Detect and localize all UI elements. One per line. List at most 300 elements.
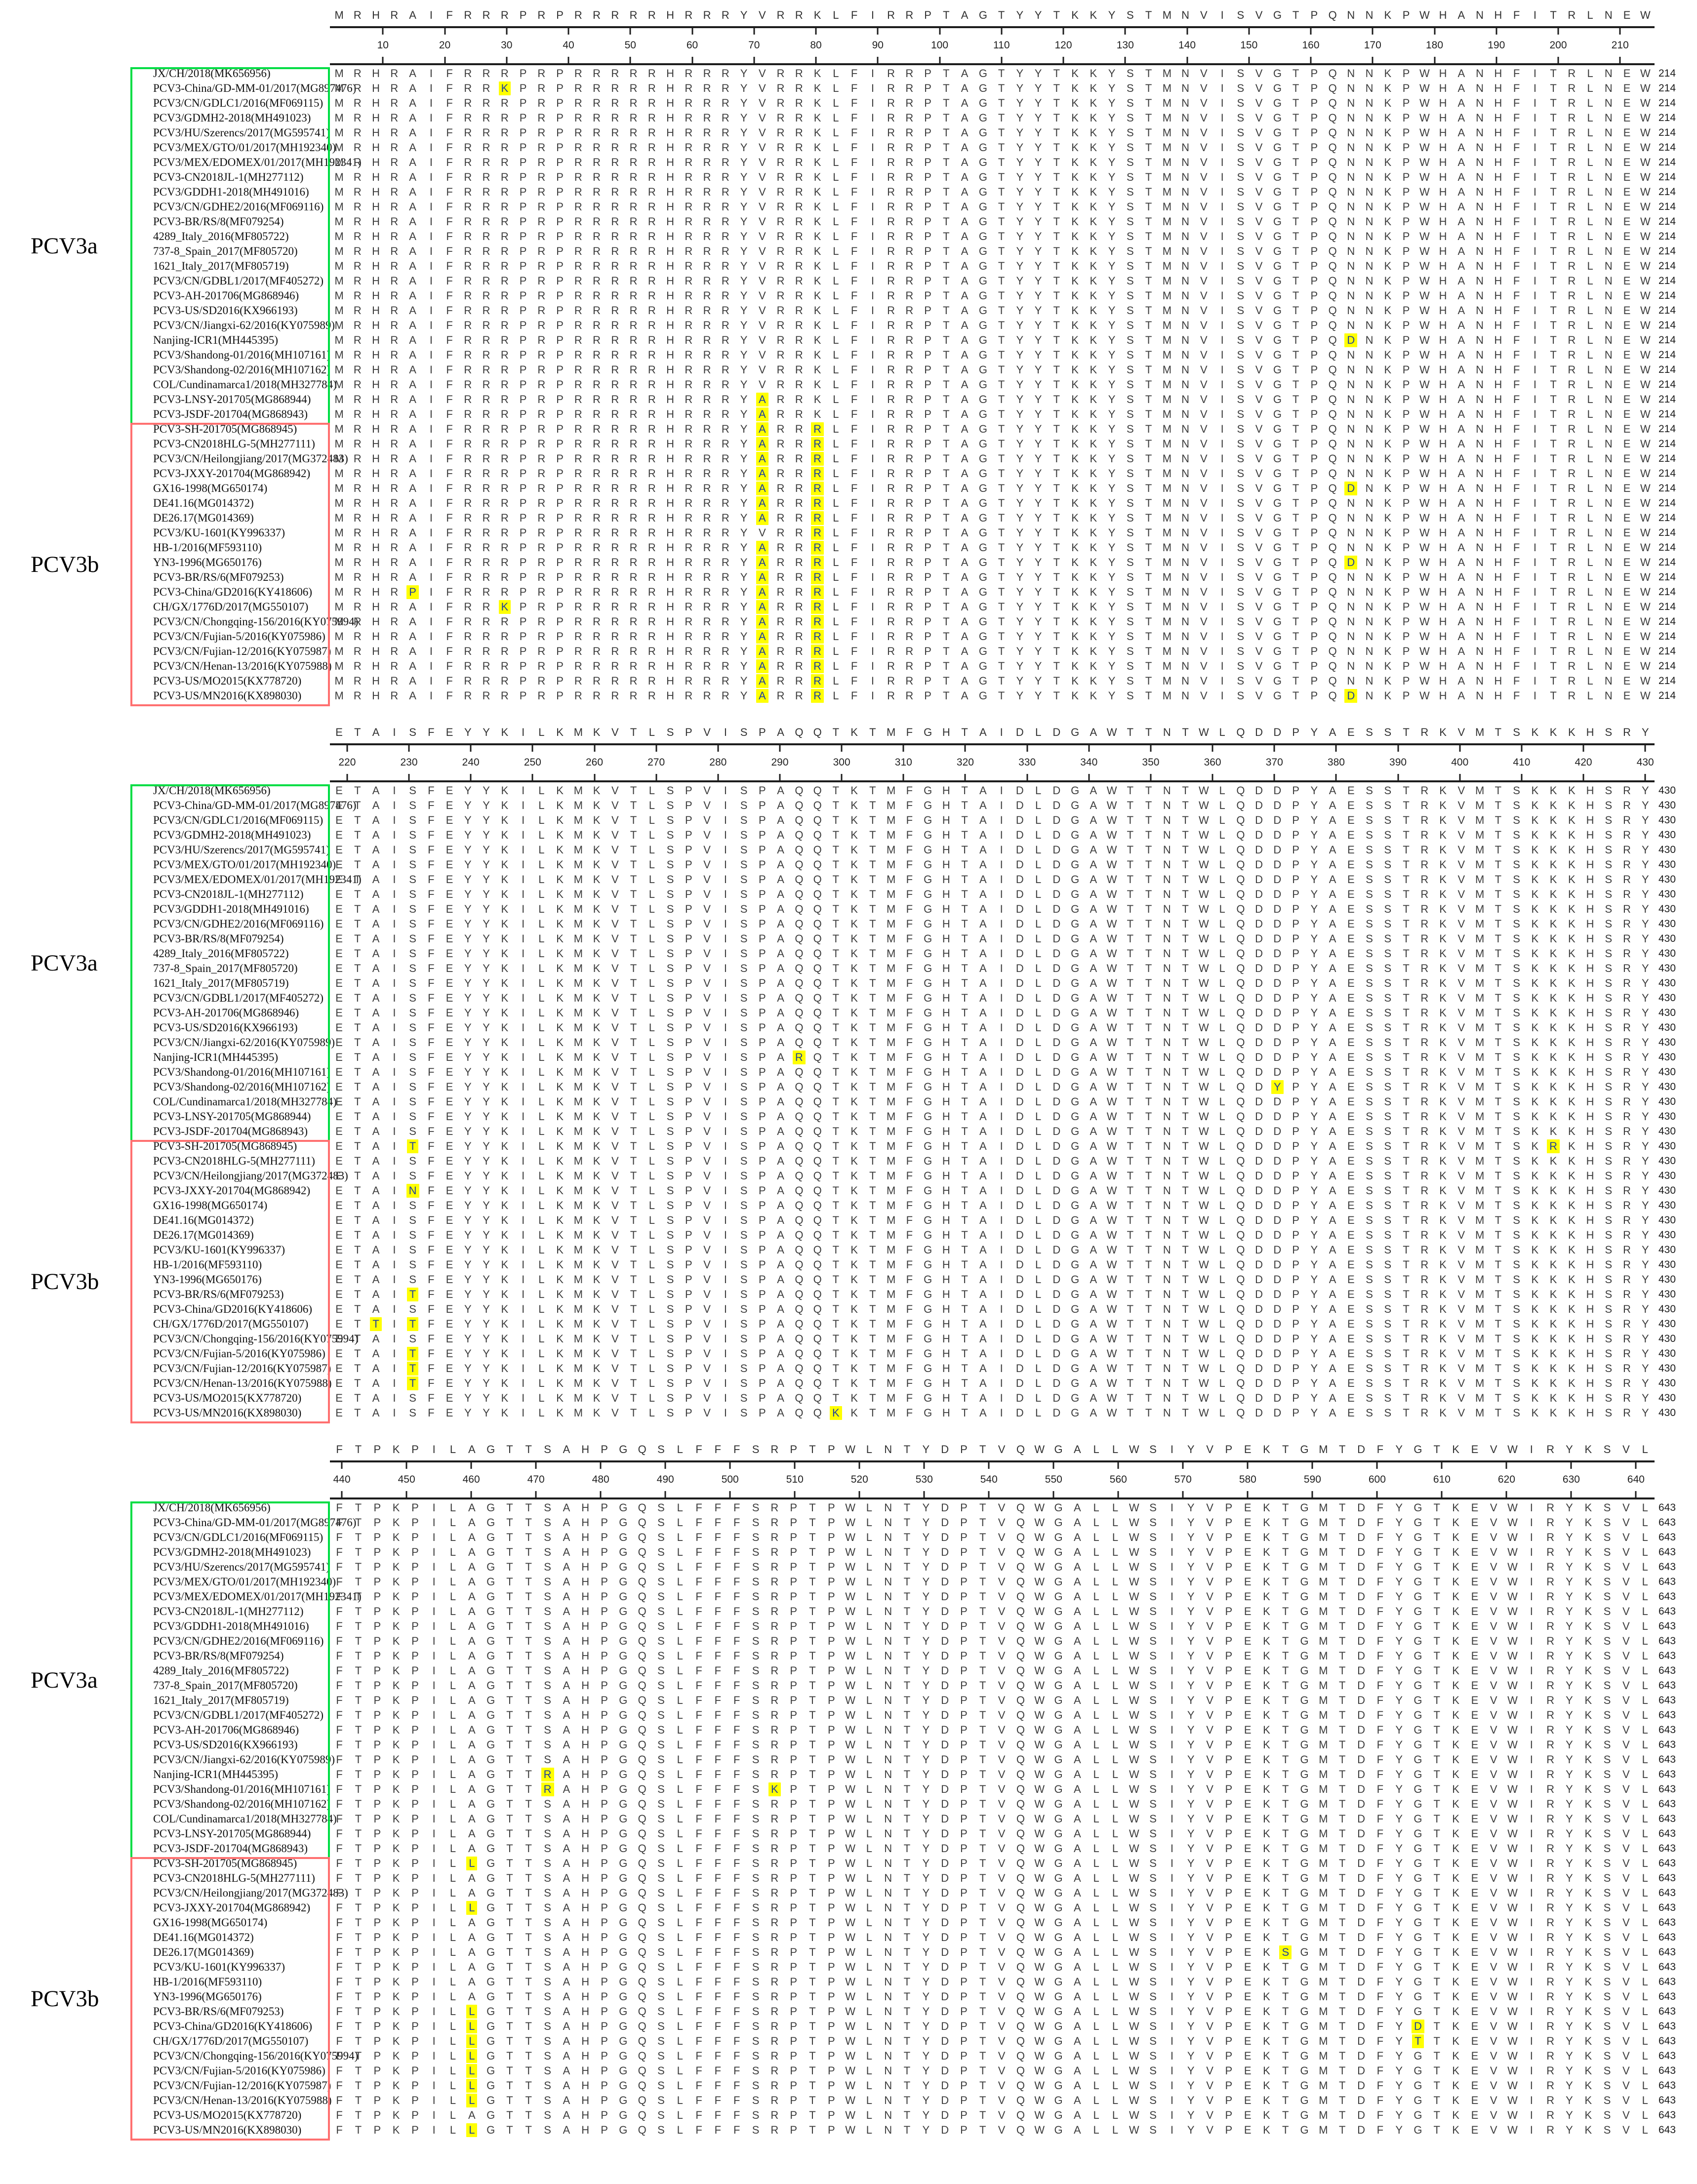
residue: Y [1016,186,1024,198]
residue: H [372,112,380,124]
residue: H [372,378,380,391]
residue: R [1623,814,1631,826]
residue: Y [483,947,490,960]
residue: T [354,844,361,856]
residue: N [1604,423,1613,435]
residue: Y [1034,423,1042,435]
residue: Y [1108,423,1116,435]
residue: Q [813,903,822,915]
residue: R [390,512,399,524]
residue: L [1587,334,1593,346]
residue: I [871,260,874,272]
residue: R [1420,947,1429,960]
residue: M [1162,630,1172,643]
residue: P [685,888,692,900]
residue: H [666,275,675,287]
residue: F [1513,112,1520,124]
residue: V [1255,689,1263,702]
residue: R [500,304,509,317]
residue: M [886,844,896,856]
residue: W [1640,541,1651,554]
residue: I [871,156,874,168]
residue: T [943,541,950,554]
residue: D [1255,932,1263,945]
residue: M [334,586,344,598]
residue: V [1255,364,1263,376]
residue: R [574,82,582,94]
residue: T [1292,156,1299,168]
residue: S [1127,378,1134,391]
residue: R [887,364,895,376]
consensus-letter: E [445,726,453,738]
residue: S [1605,932,1613,945]
residue: T [943,156,950,168]
residue: I [1220,452,1224,465]
residue: I [724,1036,727,1049]
residue: R [721,97,729,109]
residue: Q [813,992,822,1004]
residue: I [429,230,433,243]
residue: T [630,888,637,900]
residue: S [1605,1036,1613,1049]
residue: R [685,378,693,391]
residue: R [611,630,619,643]
sequence-name: JX/CH/2018(MK656956) [153,67,271,80]
residue: E [1623,497,1631,509]
residue: R [611,334,619,346]
residue: Y [740,601,748,613]
residue: G [1273,497,1282,509]
residue: R [685,630,693,643]
residue: H [1439,571,1447,583]
residue: T [1145,586,1152,598]
residue: L [1035,918,1042,930]
residue: M [573,1066,583,1078]
residue: R [390,67,399,80]
consensus-letter: D [1052,726,1061,738]
residue: W [1198,992,1209,1004]
residue: V [611,1051,619,1063]
residue: S [666,1066,674,1078]
residue: T [832,784,840,797]
residue: T [832,1007,840,1019]
residue: R [353,171,362,183]
residue: W [1106,888,1117,900]
residue: R [776,230,785,243]
residue: I [393,799,396,811]
residue: I [871,452,874,465]
residue: F [428,1007,435,1019]
residue: I [522,799,525,811]
sequence-name: DE41.16(MG014372) [153,497,254,509]
residue: R [685,615,693,628]
residue: I [1533,186,1536,198]
residue: A [372,977,380,989]
residue: H [372,423,380,435]
residue: K [1531,1021,1539,1034]
residue: N [1365,452,1374,465]
residue: R [685,497,693,509]
residue: S [1237,156,1245,168]
residue: E [335,903,343,915]
residue: R [537,349,546,361]
residue: L [1219,1021,1225,1034]
residue: T [630,903,637,915]
residue: R [887,97,895,109]
residue: F [446,601,453,613]
residue: N [1347,126,1355,139]
residue: K [1071,675,1079,687]
residue: L [833,541,839,554]
residue: P [685,1066,692,1078]
residue: F [446,245,453,257]
residue: E [1623,201,1631,213]
residue: G [978,364,987,376]
residue: F [1513,171,1520,183]
residue: S [1366,962,1373,974]
row-end-position: 214 [1658,423,1676,435]
residue: T [943,364,950,376]
residue: F [446,689,453,702]
residue: R [1568,364,1576,376]
residue: I [522,829,525,841]
residue: D [1273,1051,1282,1063]
residue: Q [813,1036,822,1049]
residue: Y [1108,675,1116,687]
residue: P [556,615,564,628]
sequence-row [0,140,1697,155]
residue: T [1550,304,1557,317]
residue: S [1237,571,1245,583]
residue: T [1403,858,1410,871]
sequence-letters [330,570,1655,585]
residue: T [998,112,1005,124]
residue: E [1623,349,1631,361]
sequence-name: PCV3/CN/Chongqing-156/2016(KY075994) [153,615,359,628]
residue: G [978,112,987,124]
residue: Y [483,814,490,826]
residue: H [372,675,380,687]
residue: Y [1642,992,1649,1004]
residue: R [482,289,490,302]
residue: R [685,260,693,272]
residue: F [1513,586,1520,598]
residue: P [685,814,692,826]
residue: Y [1034,615,1042,628]
residue: N [1476,689,1484,702]
residue: M [1162,482,1172,494]
residue: H [666,630,675,643]
residue: R [482,82,490,94]
residue: R [390,660,399,672]
genotype-label-PCV3b: PCV3b [31,552,99,577]
residue: I [1220,126,1224,139]
residue: E [335,829,343,841]
residue: L [1587,171,1593,183]
residue: V [1255,378,1263,391]
residue: R [1568,201,1576,213]
residue: R [685,275,693,287]
ruler-tick-label: 20 [439,40,451,51]
residue: K [1090,334,1097,346]
residue: I [429,171,433,183]
residue: I [724,1051,727,1063]
residue: R [1420,844,1429,856]
residue: K [1071,482,1079,494]
residue: T [1550,112,1557,124]
residue: I [1533,334,1536,346]
residue: R [795,615,803,628]
residue: S [1237,378,1245,391]
residue: N [1604,275,1613,287]
consensus-letter: M [1475,726,1485,738]
residue: P [556,319,564,331]
residue: T [1495,977,1502,989]
residue: K [593,1036,601,1049]
residue: R [685,408,693,420]
residue: K [813,304,821,317]
residue: W [1640,230,1651,243]
residue: R [1568,349,1576,361]
residue: I [724,992,727,1004]
residue: M [334,438,344,450]
residue: A [409,378,416,391]
residue: H [666,660,675,672]
residue: R [482,126,490,139]
residue: R [1420,1051,1429,1063]
residue: Q [1328,675,1337,687]
residue: N [1181,645,1190,657]
residue: R [464,245,472,257]
residue: T [1403,829,1410,841]
residue: S [409,1051,416,1063]
residue: F [850,186,858,198]
residue: M [334,112,344,124]
residue: L [1035,992,1042,1004]
residue: R [500,349,509,361]
residue: T [354,992,361,1004]
residue: L [833,304,839,317]
residue: H [372,215,380,228]
consensus-letter: T [630,726,637,738]
residue: K [1568,918,1576,930]
residue: V [1200,497,1208,509]
row-end-position: 214 [1658,349,1676,361]
residue: R [593,675,601,687]
residue: K [1071,245,1079,257]
residue: W [1198,844,1209,856]
residue: Y [1034,215,1042,228]
residue: R [593,526,601,539]
residue: A [372,784,380,797]
residue: K [1549,799,1557,811]
residue: M [573,947,583,960]
residue: A [409,615,416,628]
residue: H [666,364,675,376]
residue: K [1568,947,1576,960]
highlighted-substitution: A [756,630,768,644]
residue: P [519,201,527,213]
residue: R [574,630,582,643]
residue: L [833,497,839,509]
residue: R [795,245,803,257]
residue: Y [1108,141,1116,154]
residue: T [943,289,950,302]
residue: I [429,378,433,391]
residue: R [685,556,693,568]
ruler-tick-label: 200 [1549,40,1567,51]
residue: T [1550,423,1557,435]
residue: D [1255,829,1263,841]
residue: R [593,571,601,583]
residue: M [334,171,344,183]
residue: G [1273,319,1282,331]
residue: E [335,844,343,856]
consensus-letter: L [1219,726,1225,738]
highlighted-substitution: A [756,600,768,614]
residue: Y [1016,319,1024,331]
ruler-tick-label: 300 [833,757,850,768]
residue: Q [813,932,822,945]
residue: N [1604,201,1613,213]
residue: K [1568,962,1576,974]
residue: G [1273,275,1282,287]
residue: R [721,364,729,376]
residue: T [1495,873,1502,886]
residue: G [978,334,987,346]
residue: R [887,512,895,524]
residue: R [905,601,914,613]
residue: K [1549,1021,1557,1034]
residue: R [390,526,399,539]
residue: G [1071,1036,1080,1049]
residue: S [1237,675,1245,687]
residue: P [924,512,931,524]
sequence-letters [330,828,1655,843]
residue: N [1365,615,1374,628]
residue: T [961,799,968,811]
residue: R [464,541,472,554]
residue: Q [1236,992,1245,1004]
residue: A [961,201,969,213]
residue: R [647,275,656,287]
residue: L [1035,903,1042,915]
residue: R [685,541,693,554]
residue: T [1053,512,1060,524]
residue: M [1162,186,1172,198]
residue: R [1568,156,1576,168]
residue: M [1162,275,1172,287]
residue: L [1219,799,1225,811]
residue: N [1181,215,1190,228]
residue: Y [1108,586,1116,598]
residue: T [1292,630,1299,643]
row-end-position: 430 [1658,948,1676,959]
consensus-letter: S [1127,9,1134,21]
row-end-position: 214 [1658,527,1676,538]
residue: Y [1108,497,1116,509]
residue: T [943,186,950,198]
residue [753,481,771,496]
residue: H [666,97,675,109]
residue: M [334,630,344,643]
residue: K [501,947,509,960]
sequence-name: PCV3-JSDF-201704(MG868943) [153,408,308,420]
residue: D [1273,799,1282,811]
residue: N [1365,126,1374,139]
residue: I [393,844,396,856]
row-end-position: 214 [1658,334,1676,346]
residue: W [1419,275,1430,287]
residue: H [942,918,950,930]
residue: E [1623,408,1631,420]
residue: G [1273,171,1282,183]
residue: K [850,977,858,989]
residue: Y [464,947,472,960]
residue: P [1402,319,1410,331]
residue: A [372,799,380,811]
residue: A [409,186,416,198]
residue: E [335,888,343,900]
residue: E [1623,82,1631,94]
residue: A [409,245,416,257]
residue: A [979,1036,987,1049]
residue: P [519,215,527,228]
residue: K [556,962,564,974]
residue: T [1127,829,1134,841]
residue: R [574,645,582,657]
residue: H [666,112,675,124]
residue: R [537,126,546,139]
sequence-letters [330,333,1655,348]
residue: I [429,482,433,494]
consensus-letter: S [1605,726,1613,738]
residue: S [1513,903,1520,915]
residue: T [1145,349,1152,361]
residue: E [1623,423,1631,435]
residue: M [573,1007,583,1019]
residue: I [429,660,433,672]
row-end-position: 214 [1658,453,1676,464]
residue: V [1255,230,1263,243]
residue: R [1568,615,1576,628]
residue: Q [1328,201,1337,213]
sequence-name: PCV3-CN2018HLG-5(MH277111) [153,438,315,450]
residue: Y [1108,364,1116,376]
residue: F [850,97,858,109]
residue: E [1347,992,1355,1004]
residue: K [850,829,858,841]
residue: A [1457,586,1465,598]
residue: V [1200,201,1208,213]
residue: R [353,423,362,435]
residue: Y [483,888,490,900]
residue: W [1419,556,1430,568]
residue: T [961,1066,968,1078]
residue: S [1513,1036,1520,1049]
residue: W [1640,186,1651,198]
residue: N [1181,526,1190,539]
ruler-tick-label: 360 [1204,757,1221,768]
residue: K [1549,1007,1557,1019]
residue: R [685,349,693,361]
residue: I [1533,156,1536,168]
residue: H [1494,497,1502,509]
residue: R [887,334,895,346]
ruler-tick-label: 280 [709,757,727,768]
residue: R [721,304,729,317]
residue: H [666,215,675,228]
